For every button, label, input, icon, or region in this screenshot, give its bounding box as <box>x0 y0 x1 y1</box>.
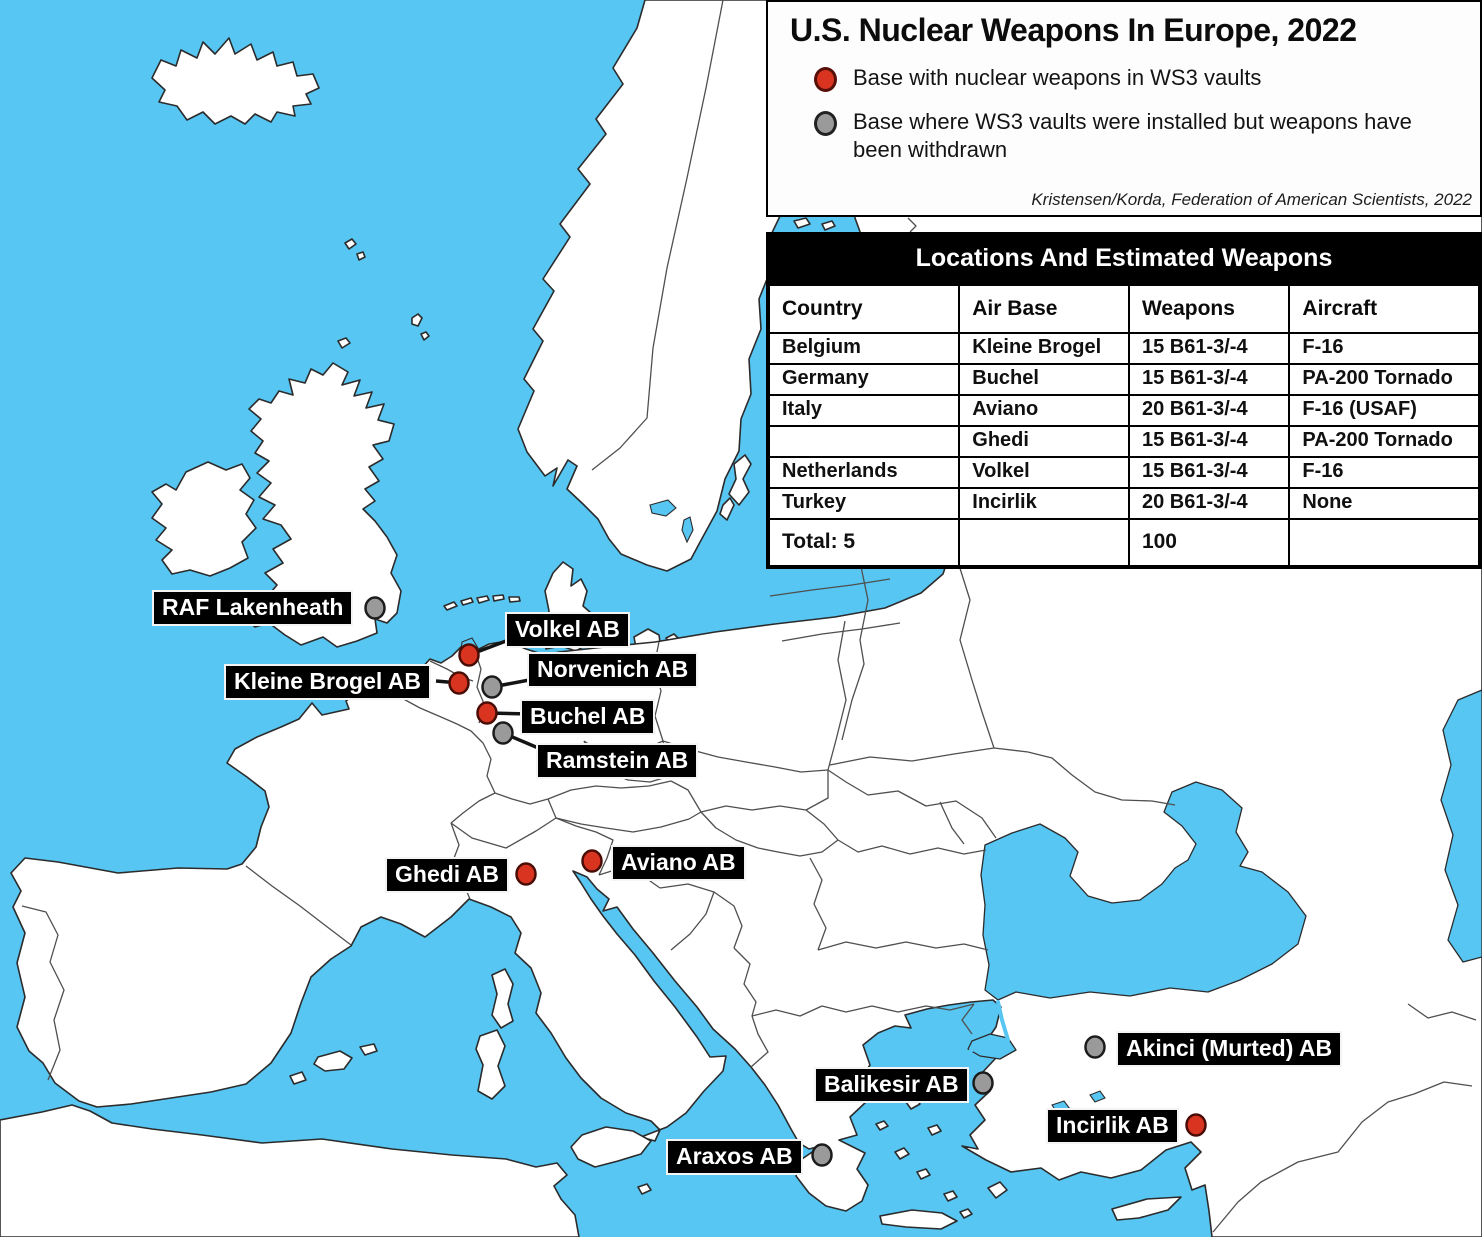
legend-item-weapons <box>814 64 1480 93</box>
table-cell: Ghedi <box>959 426 1129 457</box>
base-label-araxos-ab: Araxos AB <box>666 1139 803 1175</box>
column-header-country: Country <box>769 285 959 333</box>
table-row <box>769 426 1479 457</box>
table-cell: F-16 <box>1289 333 1479 364</box>
table-cell: Aviano <box>959 395 1129 426</box>
table-row <box>769 488 1479 519</box>
gray-dot-icon <box>814 111 837 136</box>
column-header-air-base: Air Base <box>959 285 1129 333</box>
base-label-akinci-murted-ab: Akinci (Murted) AB <box>1116 1031 1342 1067</box>
table-cell: Kleine Brogel <box>959 333 1129 364</box>
table-header-row <box>769 285 1479 333</box>
base-label-incirlik-ab: Incirlik AB <box>1046 1108 1179 1144</box>
table-row <box>769 364 1479 395</box>
map-title: U.S. Nuclear Weapons In Europe, 2022 <box>790 12 1357 48</box>
total-air-base <box>959 519 1129 566</box>
table-title: Locations And Estimated Weapons <box>768 234 1480 284</box>
weapons-base-dot-ghedi-ab <box>517 864 536 885</box>
legend-item-label: Base where WS3 vaults were installed but weapons have been withdrawn <box>853 108 1412 163</box>
base-label-buchel-ab: Buchel AB <box>520 699 655 735</box>
weapons-table <box>768 284 1480 567</box>
table-cell: PA-200 Tornado <box>1289 426 1479 457</box>
corsica <box>492 969 513 1028</box>
table-cell: F-16 <box>1289 457 1479 488</box>
withdrawn-base-dot-raf-lakenheath <box>366 598 385 619</box>
total-aircraft <box>1289 519 1479 566</box>
base-label-raf-lakenheath: RAF Lakenheath <box>152 590 353 626</box>
base-label-ghedi-ab: Ghedi AB <box>385 857 509 893</box>
withdrawn-base-dot-araxos-ab <box>813 1145 832 1166</box>
weapons-base-dot-aviano-ab <box>583 851 602 872</box>
table-cell: Buchel <box>959 364 1129 395</box>
table-cell: Volkel <box>959 457 1129 488</box>
weapons-table-panel <box>766 232 1482 569</box>
table-total-row <box>769 519 1479 566</box>
table-cell: 15 B61-3/-4 <box>1129 333 1289 364</box>
withdrawn-base-dot-akinci-murted-ab <box>1086 1037 1105 1058</box>
table-row <box>769 395 1479 426</box>
withdrawn-base-dot-norvenich-ab <box>483 677 502 698</box>
total-weapons: 100 <box>1129 519 1289 566</box>
total-label: Total: 5 <box>769 519 959 566</box>
base-label-norvenich-ab: Norvenich AB <box>527 652 698 688</box>
table-cell: Belgium <box>769 333 959 364</box>
legend-item-withdrawn <box>814 108 1480 165</box>
base-label-aviano-ab: Aviano AB <box>611 845 746 881</box>
weapons-base-dot-kleine-brogel-ab <box>450 673 469 694</box>
base-label-ramstein-ab: Ramstein AB <box>536 743 698 779</box>
table-cell: Italy <box>769 395 959 426</box>
base-label-kleine-brogel-ab: Kleine Brogel AB <box>224 664 431 700</box>
table-cell: Turkey <box>769 488 959 519</box>
weapons-base-dot-buchel-ab <box>478 703 497 724</box>
red-dot-icon <box>814 67 837 92</box>
column-header-weapons: Weapons <box>1129 285 1289 333</box>
weapons-base-dot-incirlik-ab <box>1187 1115 1206 1136</box>
legend-item-label: Base with nuclear weapons in WS3 vaults <box>853 65 1262 90</box>
withdrawn-base-dot-ramstein-ab <box>494 723 513 744</box>
base-label-balikesir-ab: Balikesir AB <box>814 1067 969 1103</box>
table-cell: F-16 (USAF) <box>1289 395 1479 426</box>
table-cell: 15 B61-3/-4 <box>1129 364 1289 395</box>
table-row <box>769 333 1479 364</box>
table-cell: 20 B61-3/-4 <box>1129 488 1289 519</box>
weapons-base-dot-volkel-ab <box>460 645 479 666</box>
column-header-aircraft: Aircraft <box>1289 285 1479 333</box>
table-row <box>769 457 1479 488</box>
attribution: Kristensen/Korda, Federation of American Scientists, 2022 <box>1031 190 1472 209</box>
table-cell: Germany <box>769 364 959 395</box>
withdrawn-base-dot-balikesir-ab <box>974 1073 993 1094</box>
table-cell: 15 B61-3/-4 <box>1129 457 1289 488</box>
table-cell: Incirlik <box>959 488 1129 519</box>
table-cell: 15 B61-3/-4 <box>1129 426 1289 457</box>
base-label-volkel-ab: Volkel AB <box>505 612 630 648</box>
table-cell: 20 B61-3/-4 <box>1129 395 1289 426</box>
table-cell <box>769 426 959 457</box>
legend-panel <box>766 0 1482 217</box>
table-cell: PA-200 Tornado <box>1289 364 1479 395</box>
table-cell: None <box>1289 488 1479 519</box>
table-cell: Netherlands <box>769 457 959 488</box>
